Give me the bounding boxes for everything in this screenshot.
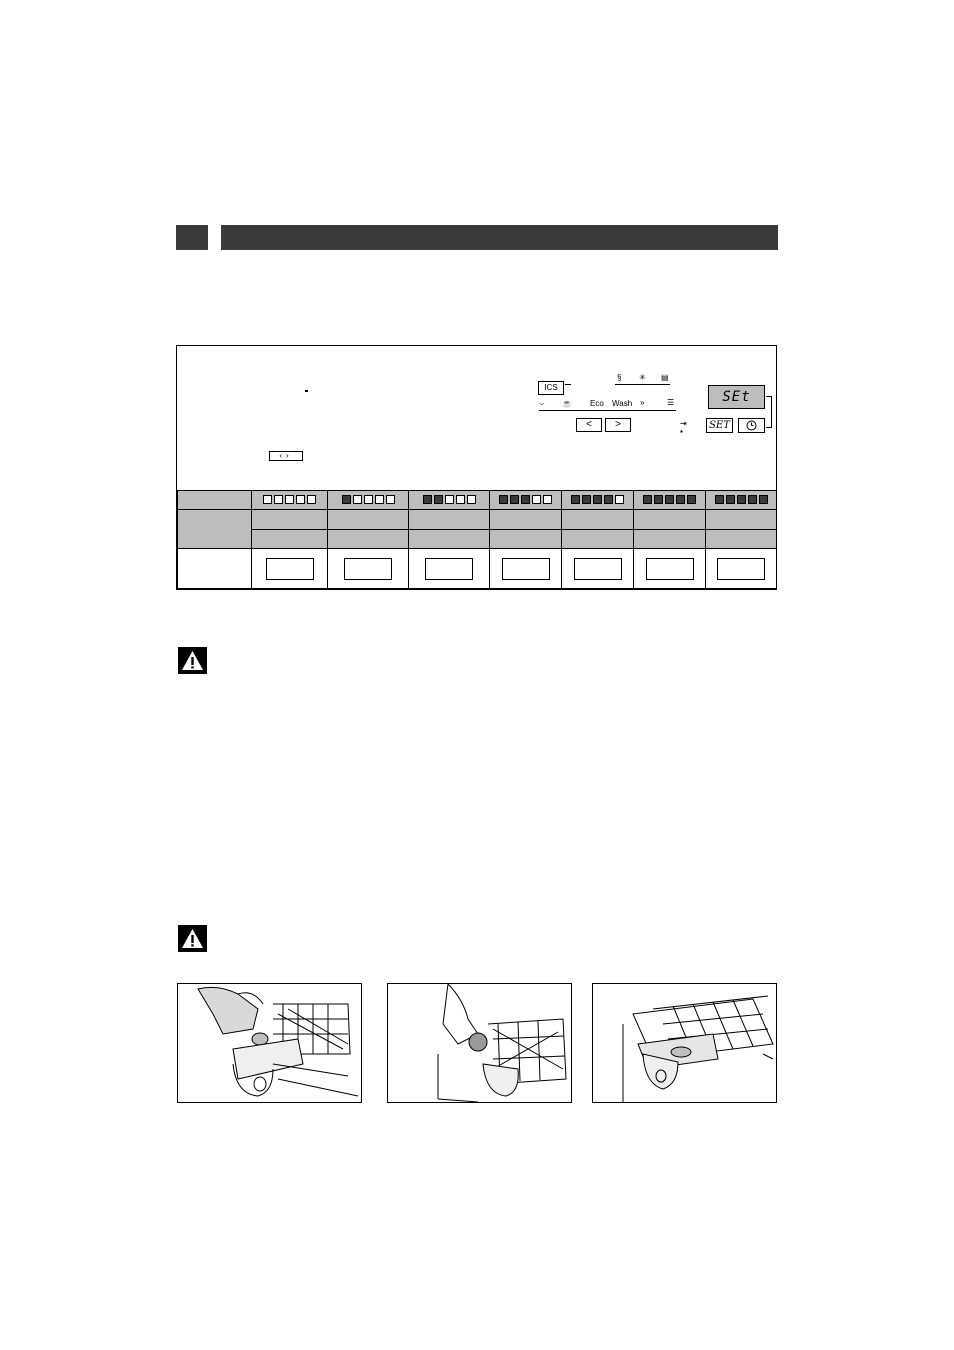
illustration-dispenser-closed [592,983,777,1103]
illustration-inserting-tablet [387,983,572,1103]
table-cell [706,549,777,589]
display-box [717,558,765,580]
table-cell [252,529,328,548]
level-cell [409,491,490,510]
level-cell [706,491,777,510]
level-led-off [445,495,454,504]
display-box [425,558,473,580]
level-led-on [748,495,757,504]
level-led-off [364,495,373,504]
hardness-row-2 [178,529,777,548]
level-led-off [274,495,283,504]
hardness-row-1 [178,510,777,529]
tablet-insert-drawing [388,984,571,1102]
level-led-off [615,495,624,504]
control-panel-diagram [177,346,776,491]
delay-led-icon: ▪ [680,427,683,436]
level-led-on [676,495,685,504]
nav-left-button[interactable]: < [576,418,602,432]
dash-mark [305,390,308,392]
table-cell [634,529,706,548]
fast-icon: » [640,398,645,407]
ics-indicator: ICS [538,381,564,395]
level-led-on [654,495,663,504]
level-led-on [715,495,724,504]
level-led-on [510,495,519,504]
row-label-cell [178,549,252,589]
level-led-on [582,495,591,504]
level-led-off [456,495,465,504]
level-cell [490,491,562,510]
level-led-off [375,495,384,504]
level-led-off [543,495,552,504]
table-cell [409,549,490,589]
lcd-display: SEt [708,385,765,409]
display-value-row [178,549,777,589]
level-led-off [296,495,305,504]
level-led-on [571,495,580,504]
level-cell [634,491,706,510]
table-cell [490,549,562,589]
set-button[interactable]: SET [706,418,733,433]
table-cell [562,510,634,529]
level-led-on [423,495,432,504]
option-rule [615,384,670,385]
dispenser-closed-drawing [593,984,776,1102]
display-box [646,558,694,580]
rinse-aid-icon: ✳ [639,373,646,382]
hardness-level-table [177,490,777,589]
pot-icon: ⌣ [539,399,545,408]
level-led-on [726,495,735,504]
table-cell [252,549,328,589]
eco-label: Eco [590,399,604,408]
dishes-icon: ☕ [562,399,572,408]
level-led-off [353,495,362,504]
level-indicator-row [178,491,777,510]
warning-icon [178,647,207,674]
level-led-off [285,495,294,504]
section-title-bar [221,225,778,250]
level-led-on [593,495,602,504]
row-label-cell [178,510,252,549]
level-led-on [521,495,530,504]
level-led-on [643,495,652,504]
display-box [502,558,550,580]
ics-pointer [565,384,571,385]
level-led-off [386,495,395,504]
level-cell [562,491,634,510]
illustration-pouring-salt [177,983,362,1103]
level-led-on [737,495,746,504]
table-cell [490,510,562,529]
level-led-on [604,495,613,504]
level-led-on [342,495,351,504]
level-led-off [532,495,541,504]
wash-label: Wash [612,399,633,408]
clock-icon [739,419,764,432]
salt-icon: § [617,373,622,382]
table-cell [328,549,409,589]
delay-start-icon: ⇥ [680,419,687,428]
display-box [344,558,392,580]
table-cell [252,510,328,529]
level-led-on [499,495,508,504]
level-led-off [467,495,476,504]
control-panel-figure [176,345,777,590]
level-led-on [434,495,443,504]
table-cell [409,510,490,529]
table-cell [328,510,409,529]
display-box [574,558,622,580]
table-cell [409,529,490,548]
table-cell [562,529,634,548]
table-cell [562,549,634,589]
program-rule [539,410,676,411]
dry-icon: ☰ [667,398,675,407]
arrow-keys-small: ‹› [269,451,303,461]
table-cell [634,549,706,589]
warning-icon [178,925,207,952]
level-cell [252,491,328,510]
level-led-on [759,495,768,504]
section-number-box [176,225,208,250]
table-cell [706,510,777,529]
level-cell [328,491,409,510]
nav-right-button[interactable]: > [605,418,631,432]
level-led-on [687,495,696,504]
table-cell [634,510,706,529]
half-load-icon: ▤ [661,373,669,382]
display-bracket [766,396,772,428]
row-label-cell [178,491,252,510]
level-led-off [263,495,272,504]
table-cell [706,529,777,548]
table-cell [490,529,562,548]
salt-refill-drawing [178,984,361,1102]
display-box [266,558,314,580]
table-cell [328,529,409,548]
clock-button[interactable] [738,418,765,433]
level-led-off [307,495,316,504]
level-led-on [665,495,674,504]
